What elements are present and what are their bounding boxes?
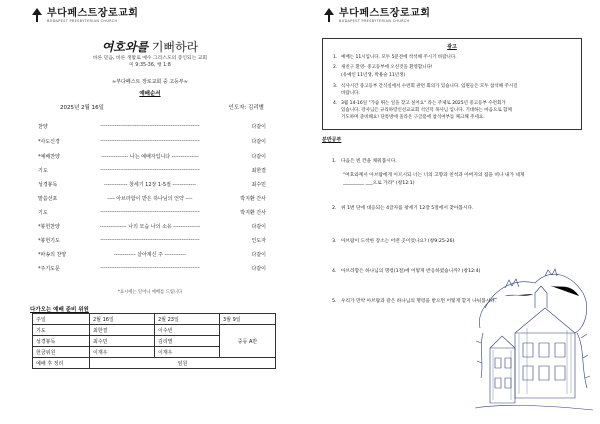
order-row bbox=[38, 150, 266, 162]
order-row bbox=[38, 164, 266, 176]
order-detail: ------------------------------------------------------- bbox=[100, 265, 200, 271]
order-item: 찬양 bbox=[38, 123, 48, 130]
order-person: 다같이 bbox=[251, 251, 266, 258]
order-detail: ------------------------------------------------------- bbox=[100, 237, 200, 243]
order-row bbox=[38, 206, 266, 218]
order-person: 다같이 bbox=[251, 153, 266, 160]
table-cell: 기도 bbox=[33, 325, 90, 336]
church-name: 부다페스트장로교회 bbox=[47, 8, 139, 19]
order-person: 다같이 bbox=[251, 123, 266, 130]
table-cell: 성경봉독 bbox=[33, 336, 90, 347]
standing-note: *표시에는 일어나 예배를 드립니다 bbox=[117, 290, 183, 295]
announcement-line: 있습니다. 강사님은 규리하랑인선교교회 석인덕 목사님 입니다. 기대하는 마음으로 함께 bbox=[341, 108, 512, 113]
announcement-box bbox=[322, 38, 582, 130]
department-label: ≈부다페스트 장로교회 중 고등부≈ bbox=[112, 79, 188, 85]
order-row bbox=[38, 178, 266, 190]
announcement-item: 1. 예배는 11시입니다. 모두 5분전에 착석해 주시기 바랍니다. bbox=[333, 55, 457, 60]
order-person: 최한결 bbox=[251, 167, 266, 174]
order-person: 박지환 간사 bbox=[240, 209, 266, 216]
table-cell: 최한결 bbox=[90, 325, 155, 336]
question-item: 3. 아브람이 도착한 장소는 어떤 곳이었나요? (창9:25-26) bbox=[332, 239, 455, 244]
order-item: *주기도문 bbox=[38, 265, 60, 272]
study-title: 분반공부 bbox=[322, 137, 342, 143]
order-person: 다같이 bbox=[251, 138, 266, 145]
order-detail: ------------ 살아계신 주 ------------ bbox=[113, 251, 187, 258]
title-rest: 기뻐하라 bbox=[148, 40, 199, 54]
table-cell: 3월 9일 bbox=[220, 314, 276, 325]
question-item: 4. 아브라함은 하나님의 명령(1절)에 어떻게 반응하였습니까? (창12:4) bbox=[332, 269, 481, 274]
cross-icon bbox=[30, 8, 44, 22]
cross-icon bbox=[322, 8, 336, 22]
question-item: 2. 위 1번 단에 대응되는 4글자를 창세기 12장 5절에서 찾아봅시다. bbox=[332, 206, 474, 211]
order-detail: ------------------------------------------------------- bbox=[100, 167, 200, 173]
table-cell: 이수빈 bbox=[155, 325, 220, 336]
announcement-line: (유예인 11년생, 박용슬 11년생) bbox=[341, 73, 406, 78]
announcement-item: 2. 새친구 환영- 중고등부에 오신것을 환영합니다! bbox=[333, 65, 433, 70]
verse-ref: 미 9:35-36, 행 1:8 bbox=[129, 63, 171, 68]
announcement-item: 3. 식사시간 중고등부 간식실에서 수련회 관련 회의가 있습니다. 임원들은 모두 참석해 주시길 bbox=[333, 84, 518, 89]
table-cell: 김리별 bbox=[155, 336, 220, 347]
order-item: 성경봉독 bbox=[38, 181, 58, 188]
page-title bbox=[0, 38, 300, 55]
table-cell: 예배 후 정리 bbox=[33, 358, 90, 369]
order-row bbox=[38, 220, 266, 232]
order-person: 다같이 bbox=[251, 265, 266, 272]
order-detail: --------------- 나는 예배자입니다 --------------- bbox=[101, 153, 199, 160]
question-item: 5. 우리가 만약 아브람과 같은 하나님의 명령을 받으면 어떻게 할지 나눠봅시다. bbox=[332, 299, 497, 304]
table-cell: 최수민 bbox=[90, 336, 155, 347]
table-cell: 2월 23일 bbox=[155, 314, 220, 325]
church-logo bbox=[30, 8, 138, 24]
service-leader: 인도자: 김리별 bbox=[228, 105, 264, 111]
table-row bbox=[33, 314, 276, 325]
service-date: 2025년 2월 16일 bbox=[60, 105, 104, 111]
table-row bbox=[33, 358, 276, 369]
question-item: 1. 다음은 빈 칸을 채워봅시다. bbox=[332, 159, 397, 164]
table-cell: 이재우 bbox=[155, 347, 220, 358]
order-row bbox=[38, 248, 266, 260]
table-cell-merged: 중등 A반 bbox=[220, 325, 276, 358]
order-row bbox=[38, 120, 266, 132]
question-blank: _________ ___으로 가라" (창12:1) bbox=[343, 181, 415, 186]
question-text: "여호와께서 아브람에게 이르시되 너는 너의 고향과 친척과 아버지의 집을 떠나 내가 네게 bbox=[343, 173, 525, 178]
order-item: 기도 bbox=[38, 209, 48, 216]
schedule-title: 다가오는 예배 준비 위원 bbox=[30, 307, 89, 313]
church-name: 부다페스트장로교회 bbox=[339, 8, 431, 19]
order-person: 최수민 bbox=[251, 181, 266, 188]
title-emphasis: 여호와를 bbox=[101, 40, 149, 54]
order-row bbox=[38, 262, 266, 274]
announcement-title: 광고 bbox=[447, 44, 457, 50]
table-cell: 2월 16일 bbox=[90, 314, 155, 325]
order-person: 박지환 간사 bbox=[240, 195, 266, 202]
order-item: *봉헌찬양 bbox=[38, 223, 60, 230]
order-item: 기도 bbox=[38, 167, 48, 174]
order-title: 예배순서 bbox=[139, 91, 161, 97]
church-subtitle: BUDAPEST PRESBYTERIAN CHURCH bbox=[339, 19, 410, 23]
announcement-item: 4. 3월 14-16일 "가슴 뛰는 일을 찾고 싶어요" 라는 주제로 2025년 중고등부 수련회가 bbox=[333, 101, 506, 106]
order-item: *사도신경 bbox=[38, 138, 60, 145]
order-item: *봉헌기도 bbox=[38, 237, 60, 244]
church-subtitle: BUDAPEST PRESBYTERIAN CHURCH bbox=[47, 19, 118, 23]
order-detail: ------------------------------------------------------- bbox=[100, 123, 200, 129]
order-detail: --------------- 나의 모습 나의 소유 --------------- bbox=[99, 223, 201, 230]
order-person: 다같이 bbox=[251, 223, 266, 230]
table-cell: 이재우 bbox=[90, 347, 155, 358]
announcement-line: 기도하며 준비해요! 단톡방에 올라온 구글폼에 참석여부를 체크해 주세요. bbox=[341, 115, 485, 120]
announcement-line: 바랍니다. bbox=[341, 91, 360, 96]
order-person: 인도자 bbox=[251, 237, 266, 244]
order-row bbox=[38, 135, 266, 147]
order-row bbox=[38, 192, 266, 204]
table-cell: 주일 bbox=[33, 314, 90, 325]
motto-line: 바른 믿음, 바른 생활로 예수 그리스도의 증인되는 교회 bbox=[92, 56, 208, 61]
church-logo bbox=[322, 8, 430, 24]
schedule-table bbox=[32, 313, 276, 369]
table-row bbox=[33, 325, 276, 336]
order-detail: ------------------------------------------------------- bbox=[100, 138, 200, 144]
order-item: *파송의 찬양 bbox=[38, 251, 67, 258]
church-sketch-illustration bbox=[475, 238, 593, 418]
order-detail: ------------------------------------------------------- bbox=[100, 209, 200, 215]
order-row bbox=[38, 234, 266, 246]
order-detail: ------------- 창세기 12장 1-5절 ------------- bbox=[104, 181, 196, 188]
table-cell: 임원 bbox=[90, 358, 276, 369]
order-item: 말씀선포 bbox=[38, 195, 58, 202]
order-item: *예배찬양 bbox=[38, 153, 60, 160]
table-cell: 헌금위원 bbox=[33, 347, 90, 358]
order-detail: ---- 아브라함이 받은 하나님의 언약 ---- bbox=[107, 195, 193, 202]
